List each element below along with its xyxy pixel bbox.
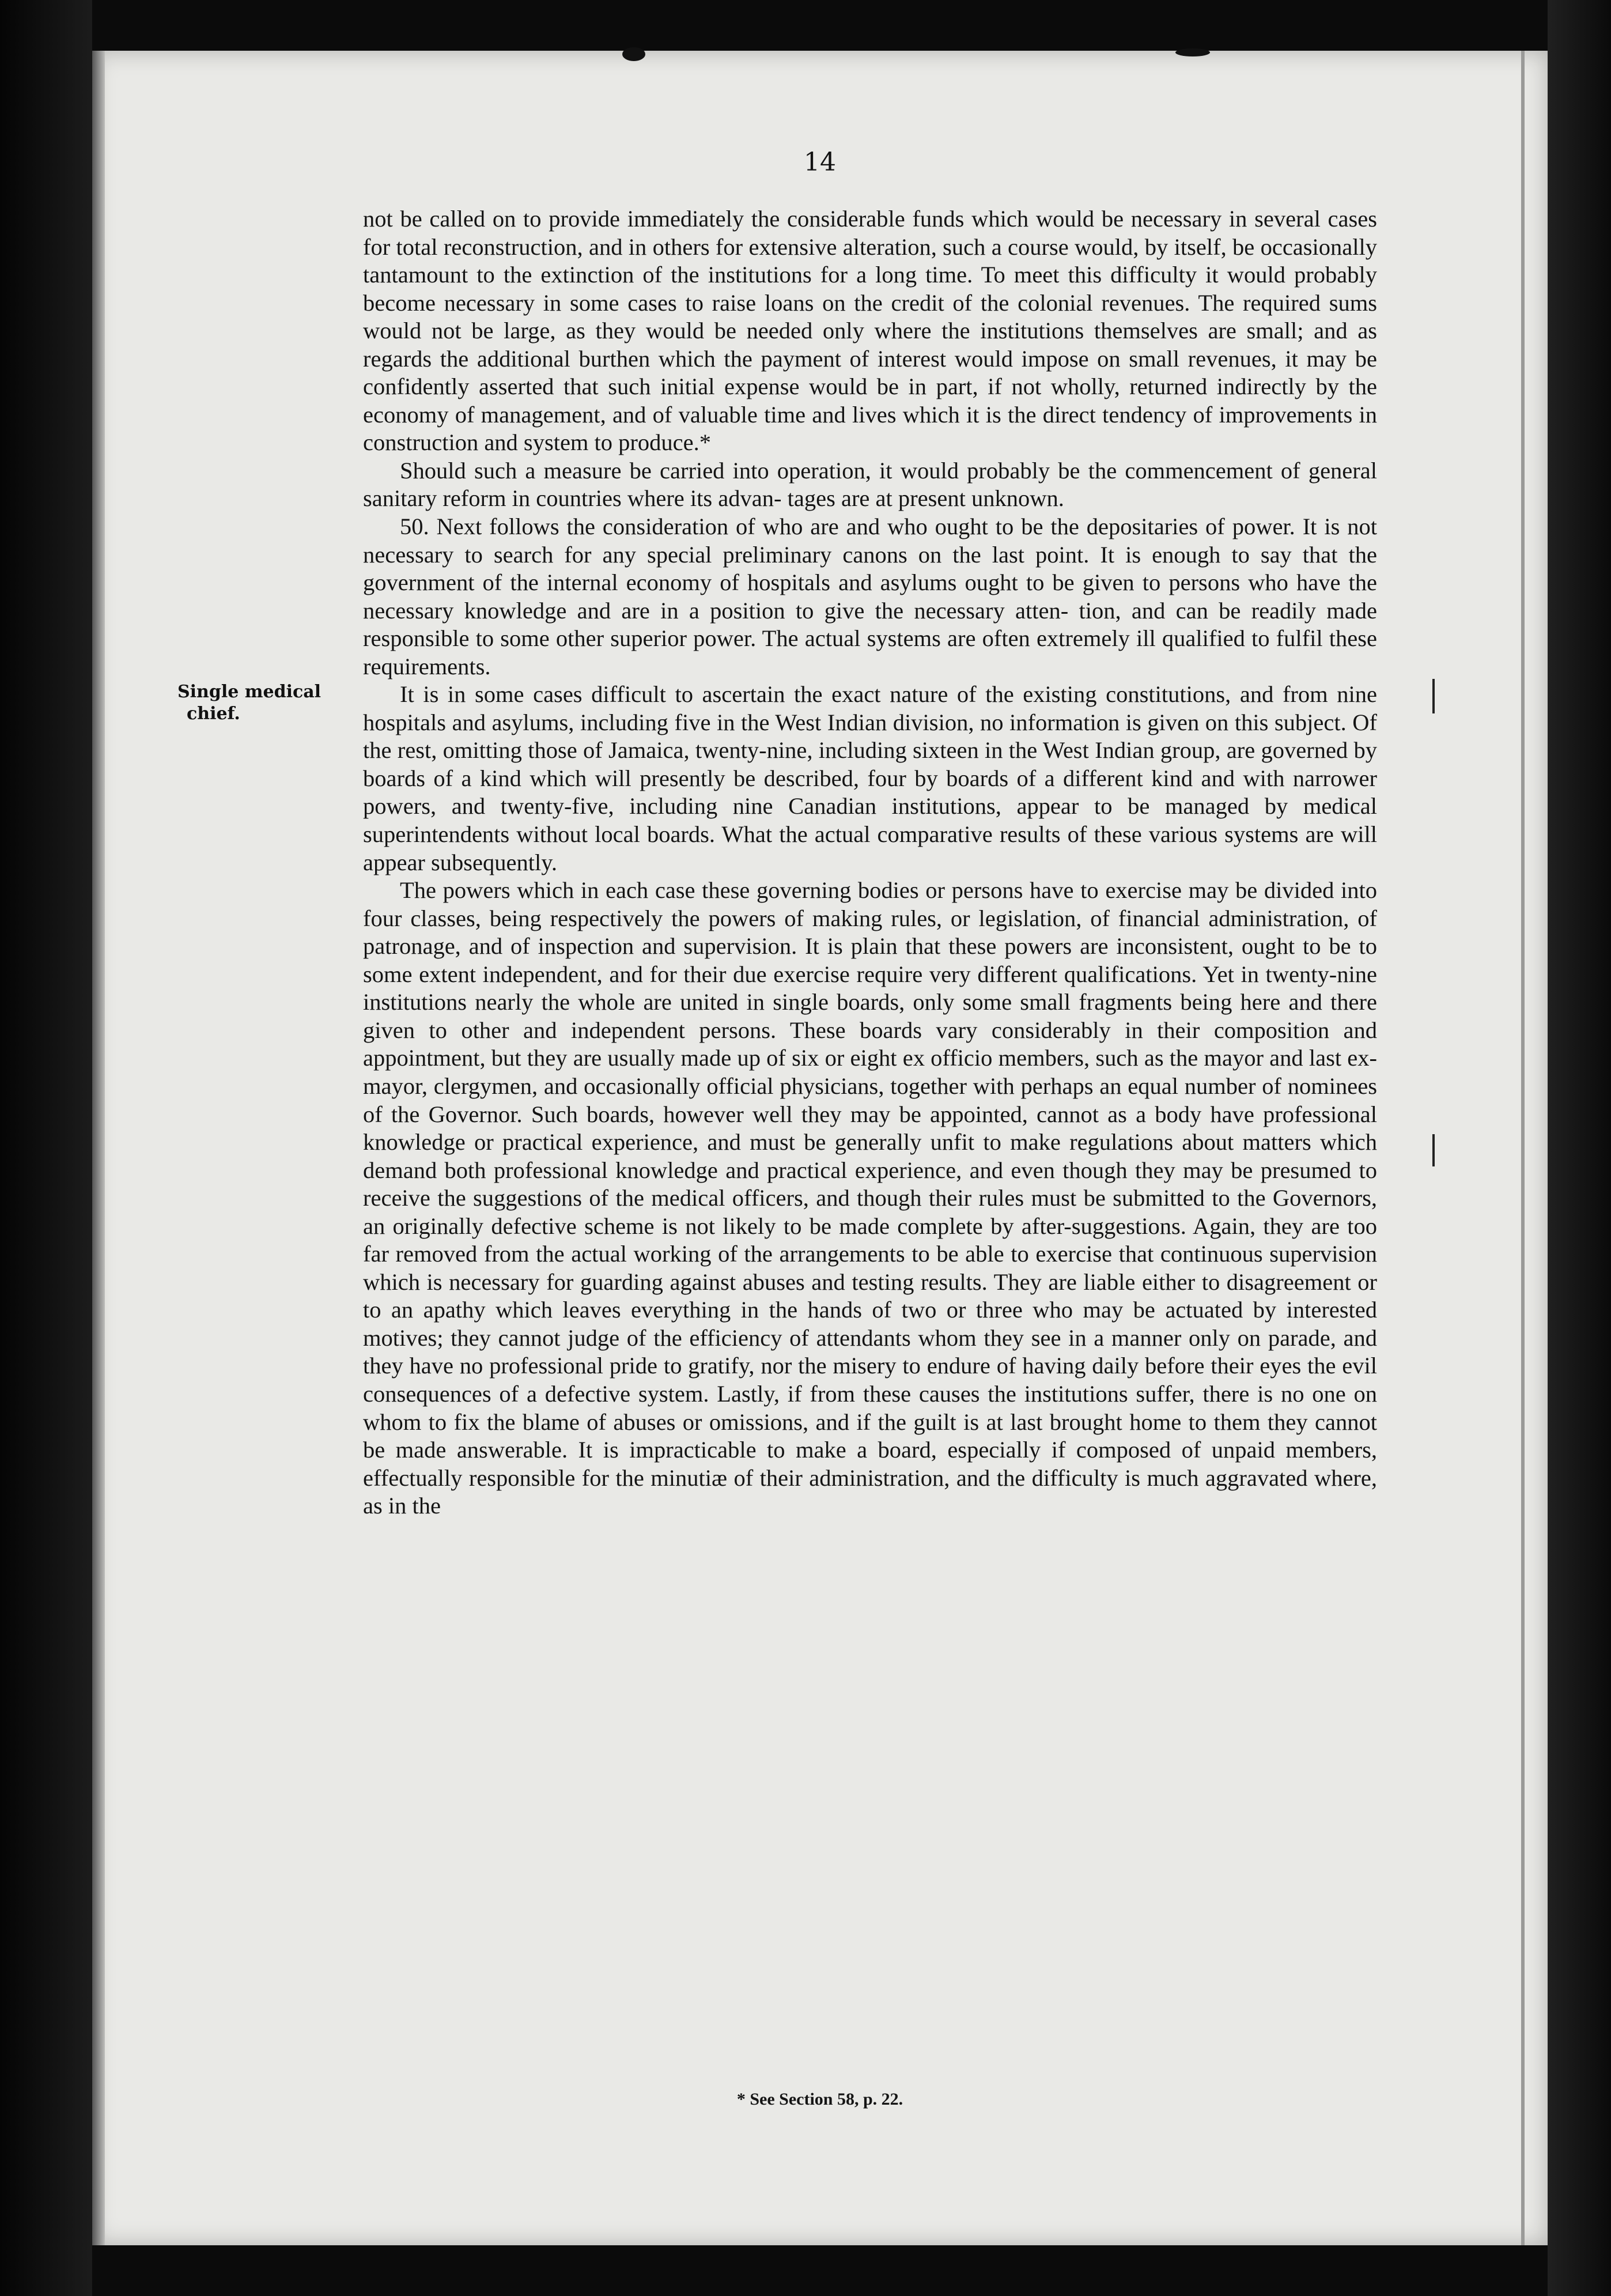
text-line: the commencement of general sanitary reform in countries where its advan- (363, 457, 1377, 512)
text-line: part, if not wholly, returned indirectly by the economy of management, and of (363, 373, 1377, 428)
text-line: abuses or omissions, and if the guilt is at last brought home to them they (613, 1408, 1308, 1435)
text-line: is not likely to be made complete by after-suggestions. Again, they are too (661, 1213, 1377, 1239)
paragraph-section-50 (363, 513, 1377, 681)
paragraph-powers (363, 877, 1377, 1520)
text-line: exercise may be divided into four classes, being respectively the powers of (363, 877, 1378, 931)
text-line: must be generally unfit to make regulations about matters which demand both (363, 1129, 1377, 1183)
text-line: causes the institutions suffer, there is no one on whom to fix the blame of (363, 1380, 1377, 1435)
footnote: * See Section 58, p. 22. (736, 2090, 903, 2109)
text-line: extinction of the institutions for a long time. To meet this difficulty it would (540, 262, 1285, 288)
scan-mark (1432, 679, 1435, 713)
text-line: internal economy of hospitals and asylums ought to be given to persons who (546, 569, 1288, 596)
text-line: their eyes the evil consequences of a defective system. Lastly, if from these (363, 1353, 1377, 1407)
text-line: construction and system to produce.* (363, 429, 711, 456)
text-line: actual systems are often extremely ill qualified to fulfil these requirements. (363, 625, 1378, 679)
text-line: cannot as a body have professional knowledge or practical experience, and (363, 1101, 1378, 1155)
text-line: West Indian division, no information is given on this subject. Of the (363, 709, 1377, 764)
text-line: tion, and can be readily made responsible to some other superior power. The (363, 597, 1377, 652)
text-line: 50. Next follows the consideration of who are and who ought to be the (400, 513, 1079, 540)
text-line: inspection and supervision. It is plain that these powers are inconsistent, (538, 933, 1234, 960)
text-line: attendants whom they see in a manner only on parade, and they have no (363, 1324, 1377, 1379)
body-text (363, 205, 1377, 1520)
text-line: abuses and testing results. They are liable either to disagreement or to an (363, 1268, 1377, 1323)
text-line: actuated by interested motives; they cannot judge of the efficiency of (363, 1297, 1378, 1351)
text-line: described, four by boards of a different kind and with narrower powers, and (363, 765, 1378, 820)
text-line: probably become necessary in some cases to raise loans on the credit of the (363, 262, 1378, 316)
text-line: constitutions, and from nine hospitals and asylums, including five in the (363, 681, 1377, 735)
text-line: making rules, or legislation, of financial administration, of patronage, and of (363, 905, 1378, 960)
text-line: Indian group, are governed by boards of a kind which will presently be (363, 737, 1377, 791)
text-line: medical superintendents without local boards. What the actual comparative (363, 793, 1377, 848)
margin-note (177, 681, 350, 725)
margin-note-line: chief. (187, 704, 240, 724)
text-line: cannot be made answerable. It is impracticable to make a board, especially (363, 1408, 1378, 1463)
text-line: far removed from the actual working of the arrangements to be able to (363, 1241, 1029, 1267)
page-binding-shadow (92, 51, 105, 2245)
text-line: are united in single boards, only some small fragments being here and there (643, 989, 1377, 1015)
scan-speck (622, 47, 645, 61)
scan-border-right (1548, 0, 1611, 2296)
text-line: colonial revenues. The required sums would not be large, as they would be (363, 289, 1377, 344)
text-line: twenty-five, including nine Canadian institutions, appear to be managed by (500, 793, 1288, 820)
text-line: very different qualifications. Yet in twenty-nine institutions nearly the whole (363, 961, 1378, 1015)
text-line: rest, omitting those of Jamaica, twenty-nine, including sixteen in the West (397, 737, 1089, 764)
text-line: eight ex officio members, such as the mayor and last ex-mayor, clergymen, and (363, 1045, 1378, 1099)
text-line: Should such a measure be carried into operation, it would probably be (400, 457, 1080, 484)
text-line: their administration, and the difficulty is much aggravated where, as in the (363, 1464, 1378, 1519)
text-line: professional knowledge and practical experience, and even though they may (493, 1157, 1223, 1183)
text-line: tages are at present unknown. (787, 485, 1064, 512)
text-line: not be called on to provide immediately the considerable funds which would (363, 206, 1095, 232)
text-line: their rules must be submitted to the Governors, an originally defective scheme (363, 1185, 1377, 1239)
text-line: results of these various systems are will appear subsequently. (363, 821, 1378, 875)
text-line: alteration, such a course would, by itself, be occasionally tantamount to the (363, 233, 1378, 288)
text-line: nominees of the Governor. Such boards, however well they may be appointed, (363, 1073, 1378, 1127)
text-line: be presumed to receive the suggestions of the medical officers, and though (363, 1157, 1378, 1211)
margin-note-line: Single medical (177, 682, 322, 702)
text-line: revenues, it may be confidently asserted that such initial expense would be in (363, 345, 1378, 400)
document-page (92, 51, 1548, 2245)
text-line: ought to be to some extent independent, and for their due exercise require (363, 933, 1378, 987)
text-line: their composition and appointment, but they are usually made up of six or (363, 1017, 1377, 1071)
text-line: The powers which in each case these governing bodies or persons have to (400, 877, 1099, 904)
paragraph-continuation (363, 205, 1377, 457)
page-right-edge (1521, 51, 1525, 2245)
scan-border-left (0, 0, 92, 2296)
paragraph-sanitary-reform (363, 457, 1377, 513)
text-line: depositaries of power. It is not necessary to search for any special preliminary (363, 513, 1377, 568)
text-line: apathy which leaves everything in the hands of two or three who may be (423, 1297, 1155, 1323)
text-line: occasionally official physicians, together with perhaps an equal number of (584, 1073, 1281, 1099)
text-line: It is in some cases difficult to ascertain the exact nature of the existing (400, 681, 1097, 708)
text-line: professional pride to gratify, nor the misery to endure of having daily before (489, 1353, 1205, 1379)
scan-mark (1432, 1134, 1435, 1166)
text-line: additional burthen which the payment of interest would impose on small (477, 345, 1180, 372)
paragraph-existing-constitutions (363, 681, 1377, 877)
text-line: valuable time and lives which it is the direct tendency of improvements in (678, 401, 1377, 428)
page-number: 14 (804, 148, 836, 177)
text-line: exercise that continuous supervision which is necessary for guarding against (363, 1241, 1378, 1295)
text-line: have the necessary knowledge and are in a position to give the necessary atten- (363, 569, 1377, 624)
text-line: canons on the last point. It is enough to say that the government of the (363, 541, 1377, 596)
text-line: needed only where the institutions themselves are small; and as regards the (363, 318, 1378, 372)
text-line: if composed of unpaid members, effectually responsible for the minutiæ of (363, 1437, 1378, 1491)
text-line: given to other and independent persons. These boards vary considerably in (363, 1017, 1143, 1043)
scan-speck (1175, 48, 1210, 56)
text-line: be necessary in several cases for total reconstruction, and in others for extensive (363, 206, 1377, 260)
